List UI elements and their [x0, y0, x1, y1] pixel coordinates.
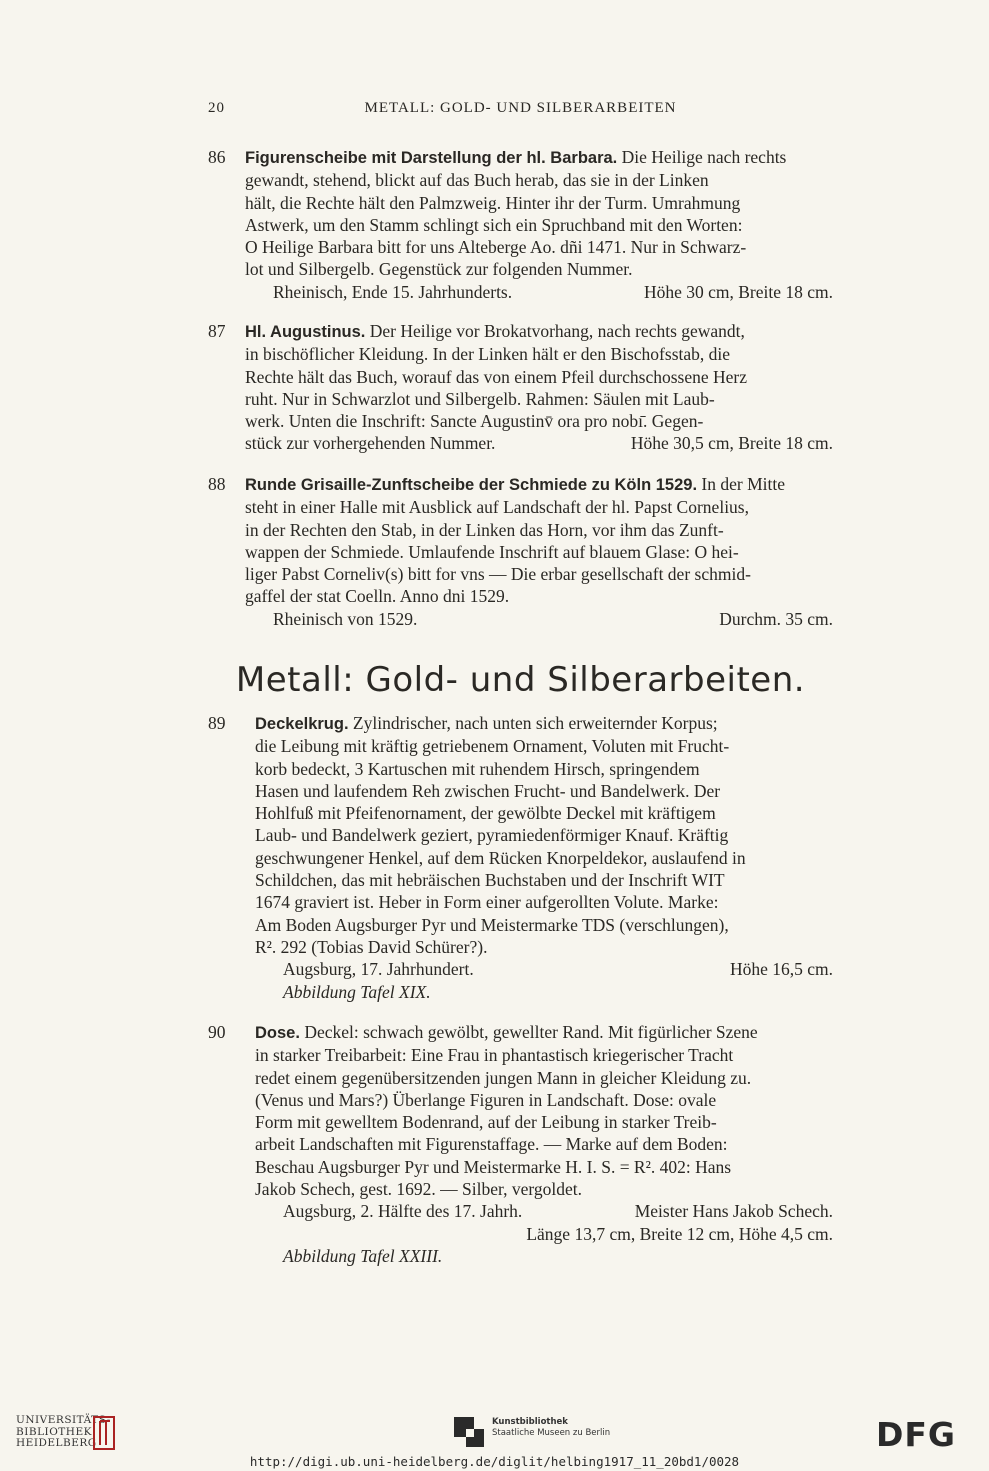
entry-line: in starker Treibarbeit: Eine Frau in phantastisch kriegerischer Tracht [255, 1045, 734, 1066]
plate-reference: Abbildung Tafel XIX. [283, 981, 431, 1002]
entry-meta [255, 1200, 833, 1222]
entry-line: R². 292 (Tobias David Schürer?). [255, 936, 488, 957]
entry-number: 89 [208, 713, 226, 733]
entry-dimensions: Höhe 30,5 cm, Breite 18 cm. [630, 433, 833, 454]
page-number: 20 [208, 100, 225, 116]
entry-dimensions: Länge 13,7 cm, Breite 12 cm, Höhe 4,5 cm. [526, 1223, 833, 1244]
entry-provenance: Rheinisch von 1529. [273, 608, 418, 629]
entry-dimensions: Durchm. 35 cm. [719, 608, 833, 629]
entry-provenance: Augsburg, 2. Hälfte des 17. Jahrh. [283, 1201, 523, 1222]
plate-reference: Abbildung Tafel XXIII. [283, 1245, 443, 1266]
entry-line: gaffel der stat Coelln. Anno dni 1529. [245, 586, 510, 607]
entry-line: wappen der Schmiede. Umlaufende Inschrift auf blauem Glase: O hei- [245, 541, 739, 562]
entry-line: gewandt, stehend, blickt auf das Buch herab, das sie in der Linken [245, 170, 709, 191]
entry-maker: Meister Hans Jakob Schech. [634, 1201, 833, 1222]
entry-line: Astwerk, um den Stamm schlingt sich ein Spruchband mit den Worten: [245, 214, 743, 235]
entry-heading: Figurenscheibe mit Darstellung der hl. Barbara. [245, 149, 618, 167]
entry-meta [245, 608, 833, 630]
entry-provenance: Augsburg, 17. Jahrhundert. [283, 959, 474, 980]
entry-line: steht in einer Halle mit Ausblick auf Landschaft der hl. Papst Cornelius, [245, 497, 749, 518]
entry-provenance: Rheinisch, Ende 15. Jahrhunderts. [273, 281, 513, 302]
entry-number: 87 [208, 321, 226, 341]
entry-line: Beschau Augsburger Pyr und Meistermarke H. I. S. = R². 402: Hans [255, 1156, 732, 1177]
entry-line: Laub- und Bandelwerk geziert, pyramiedenförmiger Knauf. Kräftig [255, 825, 729, 846]
entry-line: die Leibung mit kräftig getriebenem Ornament, Voluten mit Frucht- [255, 736, 730, 757]
running-title: METALL: GOLD- UND SILBERARBEITEN [364, 100, 677, 116]
entry-meta [245, 281, 833, 303]
entry-first-line: Figurenscheibe mit Darstellung der hl. Barbara. Die Heilige nach rechts [245, 147, 787, 167]
entry-line: Rechte hält das Buch, worauf das von einem Pfeil durchschossene Herz [245, 366, 747, 387]
entry-line: Am Boden Augsburger Pyr und Meistermarke TDS (verschlungen), [255, 914, 729, 935]
kunstbibliothek-text: Kunstbibliothek Staatliche Museen zu Berlin [492, 1417, 611, 1438]
entry-line: 1674 graviert ist. Heber in Form einer aufgerollten Volute. Marke: [255, 892, 719, 913]
entry-line: geschwungener Henkel, auf dem Rücken Knorpeldekor, auslaufend in [255, 847, 746, 868]
entry-last-line: stück zur vorhergehenden Nummer. Höhe 30,5 cm, Breite 18 cm. [245, 433, 833, 454]
entry-line: hält, die Rechte hält den Palmzweig. Hinter ihr der Turm. Umrahmung [245, 192, 741, 213]
entry-line: korb bedeckt, 3 Kartuschen mit ruhendem Hirsch, springendem [255, 758, 700, 779]
entry-first-line: Hl. Augustinus. Der Heilige vor Brokatvorhang, nach rechts gewandt, [245, 321, 745, 341]
entry-line: redet einem gegenübersitzenden jungen Mann in gleicher Kleidung zu. [255, 1067, 752, 1088]
ub-heidelberg-logo[interactable]: UNIVERSITÄTS- BIBLIOTHEK HEIDELBERG [16, 1414, 111, 1449]
entry-line: O Heilige Barbara bitt for uns Alteberge Ao. dñi 1471. Nur in Schwarz- [245, 237, 747, 258]
entry-number: 86 [208, 147, 226, 167]
entry-first-line: Deckelkrug. Zylindrischer, nach unten sich erweiternder Korpus; [255, 713, 718, 733]
entry-line: in bischöflicher Kleidung. In der Linken hält er den Bischofsstab, die [245, 344, 731, 365]
kunstbibliothek-emblem-icon [452, 1415, 486, 1449]
entry-meta [255, 958, 833, 980]
entry-heading: Dose. [255, 1024, 300, 1042]
entry-line: Form mit gewelltem Bodenrand, auf der Leibung in starker Treib- [255, 1112, 717, 1133]
entry-line: werk. Unten die Inschrift: Sancte Augustinv̄ ora pro nobı̄. Gegen- [245, 411, 704, 432]
entry-line: in der Rechten den Stab, in der Linken das Horn, vor ihm das Zunft- [245, 519, 724, 540]
ub-heidelberg-emblem-icon [92, 1415, 116, 1451]
running-head [208, 100, 833, 124]
entry-number: 90 [208, 1022, 226, 1042]
entry-heading: Deckelkrug. [255, 715, 349, 733]
entry-first-line: Dose. Deckel: schwach gewölbt, gewellter Rand. Mit figürlicher Szene [255, 1022, 758, 1042]
entry-line: Jakob Schech, gest. 1692. — Silber, vergoldet. [255, 1179, 583, 1200]
entry-line: Hasen und laufendem Reh zwischen Frucht- und Bandelwerk. Der [255, 780, 721, 801]
entry-line: Hohlfuß mit Pfeifenornament, der gewölbte Deckel mit kräftigem [255, 803, 716, 824]
dfg-logo[interactable]: DFG [876, 1415, 957, 1454]
entry-dimensions: Höhe 30 cm, Breite 18 cm. [643, 281, 833, 302]
entry-line: ruht. Nur in Schwarzlot und Silbergelb. Rahmen: Säulen mit Laub- [245, 388, 715, 409]
entry-heading: Hl. Augustinus. [245, 323, 366, 341]
entry-line: (Venus und Mars?) Überlange Figuren in Landschaft. Dose: ovale [255, 1089, 717, 1110]
entry-number: 88 [208, 474, 226, 494]
entry-line: Schildchen, das mit hebräischen Buchstaben und der Inschrift WIT [255, 870, 725, 891]
entry-first-line: Runde Grisaille-Zunftscheibe der Schmiede zu Köln 1529. In der Mitte [245, 474, 785, 494]
entry-heading: Runde Grisaille-Zunftscheibe der Schmiede zu Köln 1529. [245, 476, 698, 494]
entry-line: lot und Silbergelb. Gegenstück zur folgenden Nummer. [245, 259, 633, 280]
entry-line: liger Pabst Corneliv(s) bitt for vns — Die erbar gesellschaft der schmid- [245, 564, 751, 585]
permalink-url[interactable]: http://digi.ub.uni-heidelberg.de/diglit/helbing1917_11_20bd1/0028 [249, 1454, 740, 1469]
entry-line: arbeit Landschaften mit Figurenstaffage. — Marke auf dem Boden: [255, 1134, 728, 1155]
entry-dimensions: Höhe 16,5 cm. [729, 959, 833, 980]
digitization-footer [0, 1403, 989, 1471]
section-heading: Metall: Gold- und Silberarbeiten. [235, 660, 806, 700]
